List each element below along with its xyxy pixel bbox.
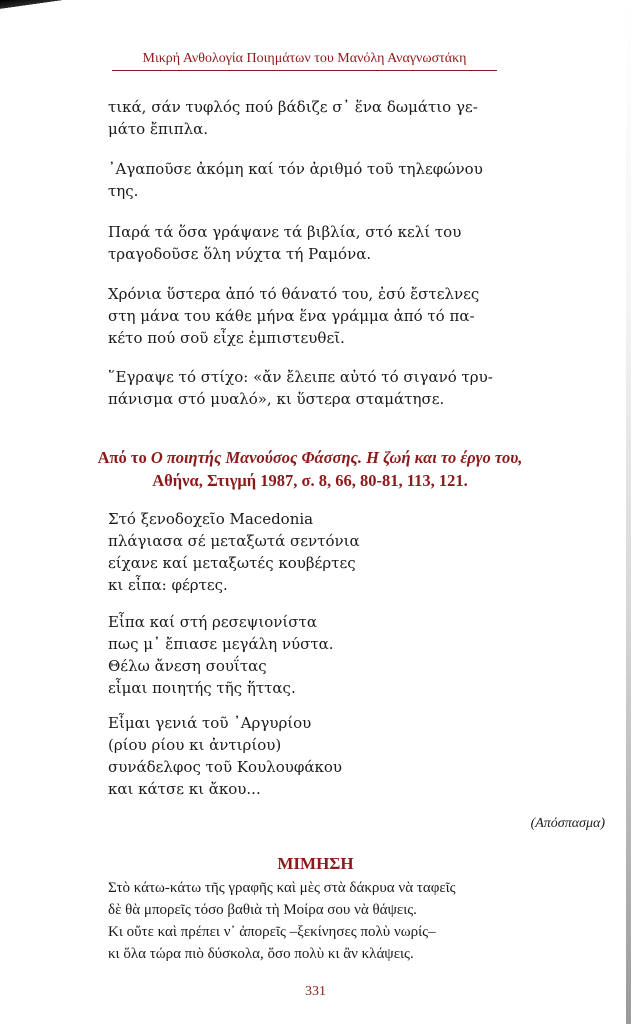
page-number: 331 [305,984,326,999]
excerpt-note: (Απόσπασμα) [530,816,605,831]
poem-line: κι εἶπα: φέρτες. [108,576,228,594]
poem-line: Στὸ κάτω-κάτω τῆς γραφῆς καὶ μὲς στὰ δάκρυα νὰ ταφεῖς [108,880,456,896]
poem-line: εἶμαι ποιητής τῆς ἥττας. [108,679,296,697]
source-prefix: Από το [97,448,151,467]
source-book-title: Ο ποιητής Μανούσος Φάσσης. Η ζωή και το έργο του, [150,448,523,467]
poem-title: ΜΙΜΗΣΗ [277,854,354,873]
poem-stanza-1 [108,508,360,596]
prose-line: μάτο ἔπιπλα. [108,120,209,138]
poem-line: Στό ξενοδοχεῖο Macedonia [108,510,314,528]
prose-line: πάνισμα στό μυαλό», κι ὕστερα σταμάτησε. [108,390,445,408]
prose-line: ῞Εγραψε τό στίχο: «ἄν ἔλειπε αὐτό τό σιγανό τρυ- [108,368,493,386]
prose-paragraph-1 [108,96,478,140]
poem-line: συνάδελφος τοῦ Κουλουφάκου [108,758,343,776]
prose-line: Χρόνια ὕστερα ἀπό τό θάνατό του, ἐσύ ἔστελνες [108,285,480,303]
prose-paragraph-2 [108,158,483,202]
poem-line: πλάγιασα σέ μεταξωτά σεντόνια [108,532,360,550]
poem-line: είχανε καί μεταξωτές κουβέρτες [108,554,356,572]
source-citation [40,446,580,492]
poem-line: δὲ θὰ μπορεῖς τόσο βαθιὰ τὴ Μοίρα σου νὰ θάψεις. [108,902,417,918]
poem-stanza-2 [108,611,334,699]
poem-line: Κι οὔτε καὶ πρέπει ν᾽ ἀπορεῖς –ξεκίνησες πολὺ νωρίς– [108,924,436,940]
prose-paragraph-4 [108,283,479,349]
poem-line: κι ὅλα τώρα πιὸ δύσκολα, ὅσο πολὺ κι ἂν κλάψεις. [108,946,414,962]
source-line-1 [40,446,580,469]
prose-paragraph-5 [108,366,493,410]
poem-line: (ρίου ρίου κι ἀντιρίου) [108,736,282,754]
prose-line: Παρά τά ὅσα γράψανε τά βιβλία, στό κελί του [108,223,462,241]
poem-line: και κάτσε κι ἄκου... [108,780,261,798]
source-line-2: Αθήνα, Στιγμή 1987, σ. 8, 66, 80-81, 113, 121. [152,471,468,490]
prose-line: κέτο πού σοῦ εἶχε ἐμπιστευθεῖ. [108,329,345,347]
prose-line: τραγοδοῦσε ὅλη νύχτα τή Ραμόνα. [108,245,372,263]
poem-line: Εἶμαι γενιά τοῦ ᾽Αργυρίου [108,714,312,732]
poem-line: Εἶπα καί στή ρεσεψιονίστα [108,613,317,631]
poem-line: Θέλω ἄνεση σουΐτας [108,657,267,675]
poem-stanza-3 [108,712,342,800]
prose-line: τικά, σάν τυφλός πού βάδιζε σ᾽ ἕνα δωμάτιο γε- [108,98,478,116]
prose-line: της. [108,182,139,200]
prose-line: ᾽Αγαποῦσε ἀκόμη καί τόν ἀριθμό τοῦ τηλεφώνου [108,160,483,178]
poem-line: πως μ᾽ ἔπιασε μεγάλη νύστα. [108,635,334,653]
mimisi-poem [108,877,456,965]
prose-line: στη μάνα του κάθε μήνα ἕνα γράμμα ἀπό τό πα- [108,307,475,325]
scan-corner-shadow [0,0,78,14]
prose-paragraph-3 [108,221,461,265]
running-head: Μικρή Ανθολογία Ποιημάτων του Μανόλη Αναγνωστάκη [112,51,497,71]
